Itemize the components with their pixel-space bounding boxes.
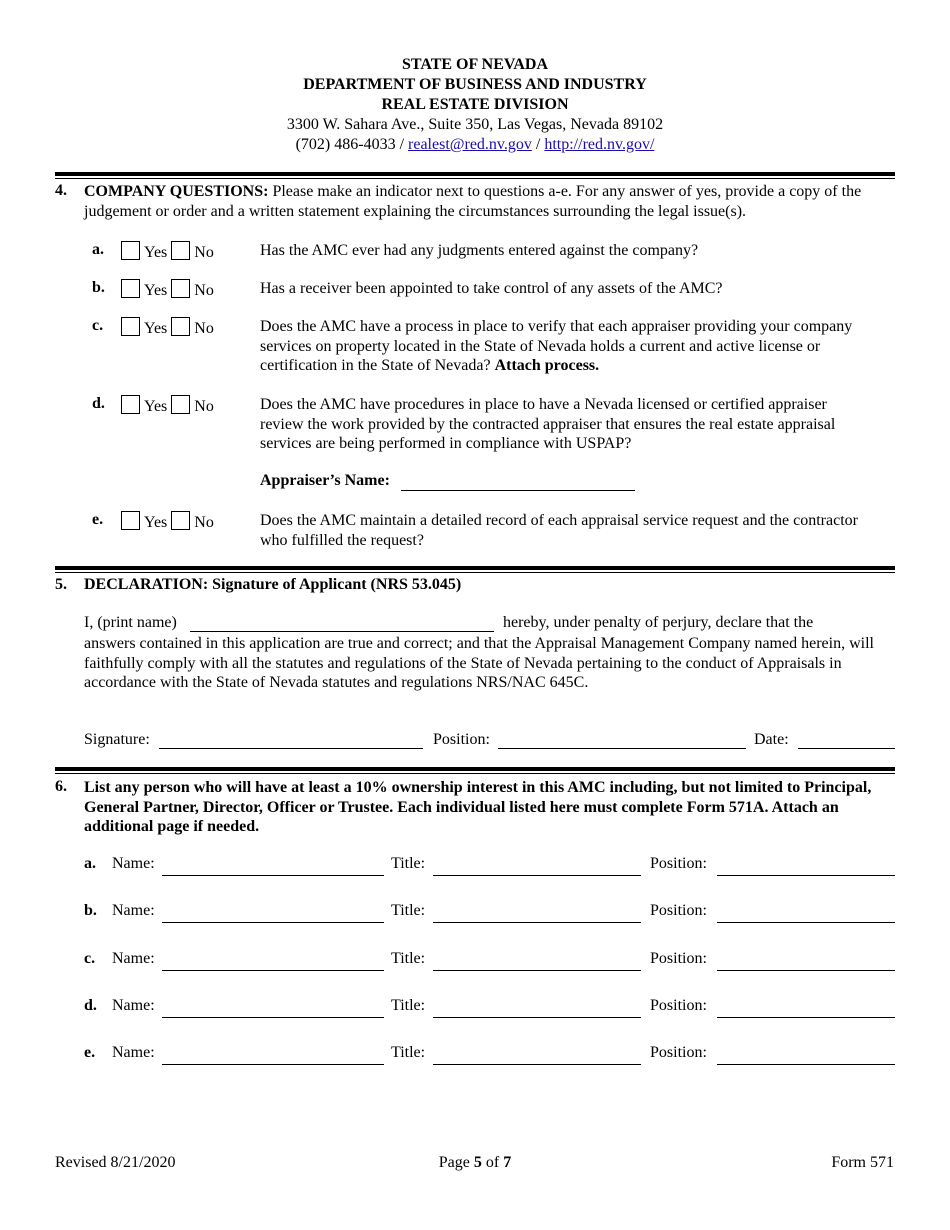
owner-name-field[interactable] — [162, 970, 384, 971]
footer-form: Form 571 — [831, 1154, 894, 1171]
owner-title-field[interactable] — [433, 922, 641, 923]
header-department: DEPARTMENT OF BUSINESS AND INDUSTRY — [303, 76, 647, 93]
owner-position-field[interactable] — [717, 922, 895, 923]
no-checkbox[interactable] — [171, 317, 190, 336]
yes-label: Yes — [144, 398, 168, 415]
owner-title-label: Title: — [391, 950, 426, 967]
appraiser-name-label: Appraiser’s Name: — [260, 472, 390, 489]
question-letter: a. — [92, 241, 104, 258]
owner-name-label: Name: — [112, 855, 155, 872]
yes-no-group — [121, 317, 214, 338]
declaration-body: answers contained in this application are true and correct; and that the Appraisal Management Company named herein, will faithfully comply with all the statutes and regulations of the State of Nevada pertaining to the conduct of Appraisals in accordance with the State of Nevada statutes and regulations NRS/NAC 645C. — [84, 635, 874, 691]
position-label: Position: — [433, 731, 490, 748]
declaration-line1: hereby, under penalty of perjury, declare that the — [503, 614, 814, 631]
owner-name-field[interactable] — [162, 875, 384, 876]
appraiser-name-field[interactable] — [401, 490, 635, 491]
question-text — [260, 317, 870, 376]
question-text — [260, 241, 870, 261]
section-divider — [55, 172, 895, 179]
header-contact — [0, 136, 950, 154]
page-total: 7 — [503, 1154, 512, 1171]
signature-field[interactable] — [159, 748, 423, 749]
owner-position-label: Position: — [650, 902, 707, 919]
yes-no-group — [121, 511, 214, 532]
header-state: STATE OF NEVADA — [401, 56, 549, 73]
owner-name-label: Name: — [112, 950, 155, 967]
no-label: No — [194, 398, 214, 415]
yes-checkbox[interactable] — [121, 395, 140, 414]
date-label: Date: — [754, 731, 789, 748]
position-field[interactable] — [498, 748, 746, 749]
section5-title: DECLARATION: Signature of Applicant (NRS 53.045) — [84, 576, 462, 593]
owner-row-letter: d. — [84, 997, 97, 1014]
question-text — [260, 395, 870, 454]
footer-page — [0, 1154, 950, 1172]
yes-label: Yes — [144, 514, 168, 531]
owner-position-label: Position: — [650, 997, 707, 1014]
owner-title-field[interactable] — [433, 1017, 641, 1018]
header-separator: / — [531, 136, 545, 153]
owner-position-field[interactable] — [717, 970, 895, 971]
page-number: 5 — [473, 1154, 482, 1171]
owner-title-label: Title: — [391, 902, 426, 919]
no-label: No — [194, 244, 214, 261]
yes-label: Yes — [144, 320, 168, 337]
owner-name-field[interactable] — [162, 1064, 384, 1065]
page-prefix: Page — [438, 1154, 474, 1171]
section-divider — [55, 767, 895, 774]
yes-label: Yes — [144, 282, 168, 299]
owner-name-field[interactable] — [162, 922, 384, 923]
website-link[interactable]: http://red.nv.gov/ — [544, 136, 655, 153]
section6-number: 6. — [55, 778, 67, 795]
question-letter: e. — [92, 511, 104, 528]
section6-title: List any person who will have at least a 10% ownership interest in this AMC including, but not limited to Principal, General Partner, Director, Officer or Trustee. Each individual listed here must complete Form 571A. Attach an additional page if needed. — [84, 779, 872, 835]
owner-name-label: Name: — [112, 1044, 155, 1061]
owner-row-letter: c. — [84, 950, 96, 967]
question-body: Does the AMC have a process in place to verify that each appraiser providing your company services on property located in the State of Nevada holds a current and active license or certification in the State of Nevada? — [260, 318, 853, 374]
date-field[interactable] — [798, 748, 895, 749]
question-letter: b. — [92, 279, 105, 296]
no-checkbox[interactable] — [171, 241, 190, 260]
owner-position-label: Position: — [650, 855, 707, 872]
section-divider — [55, 566, 895, 573]
section4-intro-text: Please make an indicator next to questions a-e. For any answer of yes, provide a copy of the judgement or order and a written statement explaining the circumstances surrounding the legal issue(s). — [84, 183, 862, 220]
owner-title-label: Title: — [391, 855, 426, 872]
yes-no-group — [121, 241, 214, 262]
page-mid: of — [481, 1154, 504, 1171]
question-body: Has a receiver been appointed to take control of any assets of the AMC? — [260, 280, 723, 297]
owner-title-field[interactable] — [433, 875, 641, 876]
header-division: REAL ESTATE DIVISION — [381, 96, 569, 113]
yes-no-group — [121, 395, 214, 416]
question-body: Has the AMC ever had any judgments entered against the company? — [260, 242, 699, 259]
owner-position-field[interactable] — [717, 875, 895, 876]
owner-name-field[interactable] — [162, 1017, 384, 1018]
owner-name-label: Name: — [112, 902, 155, 919]
owner-title-field[interactable] — [433, 970, 641, 971]
section4-intro — [84, 182, 896, 221]
section5-number: 5. — [55, 576, 67, 593]
no-label: No — [194, 320, 214, 337]
owner-title-label: Title: — [391, 1044, 426, 1061]
no-checkbox[interactable] — [171, 511, 190, 530]
no-label: No — [194, 514, 214, 531]
yes-no-group — [121, 279, 214, 300]
yes-label: Yes — [144, 244, 168, 261]
owner-title-field[interactable] — [433, 1064, 641, 1065]
footer-revised: Revised 8/21/2020 — [55, 1154, 176, 1171]
question-body: Does the AMC have procedures in place to have a Nevada licensed or certified appraiser review the work provided by the contracted appraiser that ensures the real estate appraisal services are being performed in compliance with USPAP? — [260, 396, 836, 452]
owner-row-letter: a. — [84, 855, 96, 872]
no-checkbox[interactable] — [171, 395, 190, 414]
owner-row-letter: e. — [84, 1044, 96, 1061]
print-name-label: I, (print name) — [84, 614, 177, 631]
question-text — [260, 279, 870, 299]
yes-checkbox[interactable] — [121, 279, 140, 298]
section4-number: 4. — [55, 182, 67, 199]
question-body: Does the AMC maintain a detailed record of each appraisal service request and the contractor who fulfilled the request? — [260, 512, 858, 549]
owner-row-letter: b. — [84, 902, 97, 919]
header-phone: (702) 486-4033 / — [295, 136, 409, 153]
owner-name-label: Name: — [112, 997, 155, 1014]
question-letter: d. — [92, 395, 105, 412]
no-label: No — [194, 282, 214, 299]
no-checkbox[interactable] — [171, 279, 190, 298]
yes-checkbox[interactable] — [121, 511, 140, 530]
owner-position-label: Position: — [650, 950, 707, 967]
owner-position-label: Position: — [650, 1044, 707, 1061]
yes-checkbox[interactable] — [121, 317, 140, 336]
owner-title-label: Title: — [391, 997, 426, 1014]
owner-position-field[interactable] — [717, 1017, 895, 1018]
section4-title: COMPANY QUESTIONS: — [84, 183, 269, 200]
question-bold-note: Attach process. — [494, 357, 600, 374]
yes-checkbox[interactable] — [121, 241, 140, 260]
email-link[interactable]: realest@red.nv.gov — [408, 136, 532, 153]
owner-position-field[interactable] — [717, 1064, 895, 1065]
question-letter: c. — [92, 317, 104, 334]
print-name-field[interactable] — [190, 631, 494, 632]
question-text — [260, 511, 870, 550]
signature-label: Signature: — [84, 731, 150, 748]
header-address: 3300 W. Sahara Ave., Suite 350, Las Vegas, Nevada 89102 — [286, 116, 664, 133]
